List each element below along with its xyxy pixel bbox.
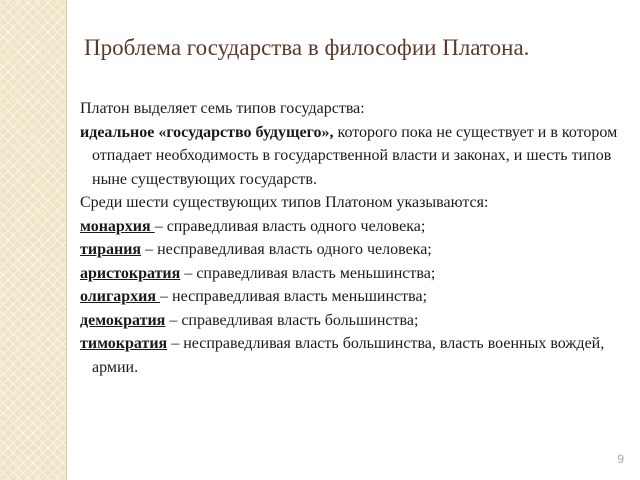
type-item-monarchy: [80, 215, 620, 239]
type-description: – несправедливая власть одного человека;: [141, 241, 432, 258]
type-description: – несправедливая власть большинства, власть военных вождей, армии.: [92, 335, 605, 376]
type-item-aristocracy: [80, 262, 620, 286]
intro-paragraph: Платон выделяет семь типов государства:: [80, 100, 365, 117]
type-term: аристократия: [80, 264, 181, 282]
ideal-state-term: идеальное «государство будущего»,: [80, 123, 334, 141]
slide-title: Проблема государства в философии Платона.: [84, 35, 530, 60]
type-description: – несправедливая власть меньшинства;: [160, 288, 428, 305]
type-term: тимократия: [80, 335, 168, 352]
type-item-timocracy: [80, 332, 620, 379]
type-term: тирания: [80, 241, 142, 258]
decorative-side-band: [0, 0, 66, 480]
ideal-state-paragraph: [80, 121, 620, 192]
type-term: демократия: [80, 311, 166, 329]
ideal-state-description: которого пока не существует и в котором отпадает необходимость в государственной власти и законах, и шесть типов ныне существующих государств.: [92, 123, 618, 188]
type-item-tyranny: [80, 238, 620, 262]
page-number: 9: [617, 452, 624, 466]
type-item-oligarchy: [80, 285, 620, 309]
type-term: олигархия: [80, 288, 161, 305]
type-term: монархия: [80, 217, 155, 235]
type-description: – справедливая власть одного человека;: [154, 217, 426, 235]
type-description: – справедливая власть меньшинства;: [180, 264, 436, 282]
type-item-democracy: [80, 309, 620, 333]
types-intro-paragraph: Среди шести существующих типов Платоном указываются:: [80, 194, 489, 211]
slide-content: [80, 97, 620, 379]
type-description: – справедливая власть большинства;: [165, 311, 419, 329]
side-band-divider: [66, 0, 67, 480]
